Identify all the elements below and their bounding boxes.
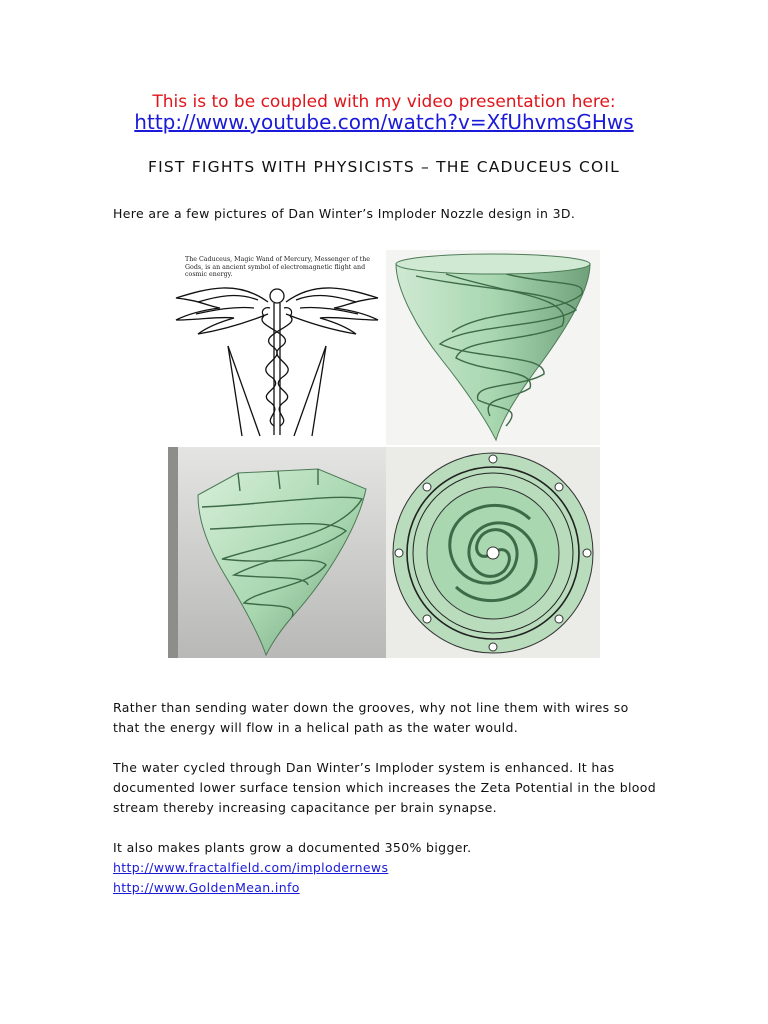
youtube-link[interactable]: http://www.youtube.com/watch?v=XfUhvmsGHws xyxy=(134,110,634,134)
caduceus-image xyxy=(168,250,386,445)
link-fractalfield[interactable]: http://www.fractalfield.com/implodernews xyxy=(113,860,389,875)
nozzle-render-side xyxy=(386,250,600,445)
paragraph-grooves: Rather than sending water down the grooves, why not line them with wires so that the energy will flow in a helical path as the water would. xyxy=(113,700,629,735)
nozzle-render-angle xyxy=(168,447,386,658)
link-goldenmean[interactable]: http://www.GoldenMean.info xyxy=(113,880,300,895)
paragraph-water-cycled: The water cycled through Dan Winter’s Imploder system is enhanced. It has documented lower surface tension which increases the Zeta Potential in the blood stream thereby increasing capacitance per brain synapse. xyxy=(113,760,657,815)
nozzle-render-top xyxy=(386,447,600,658)
paragraph-plants: It also makes plants grow a documented 350% bigger. xyxy=(113,840,472,855)
imploder-figure xyxy=(168,250,600,658)
intro-paragraph: Here are a few pictures of Dan Winter’s Imploder Nozzle design in 3D. xyxy=(113,206,576,221)
caduceus-caption: The Caduceus, Magic Wand of Mercury, Messenger of the Gods, is an ancient symbol of electromagnetic flight and cosmic energy. xyxy=(185,256,370,278)
page-title: FIST FIGHTS WITH PHYSICISTS – THE CADUCEUS COIL xyxy=(148,158,620,176)
video-intro-text: This is to be coupled with my video presentation here: xyxy=(152,92,616,112)
